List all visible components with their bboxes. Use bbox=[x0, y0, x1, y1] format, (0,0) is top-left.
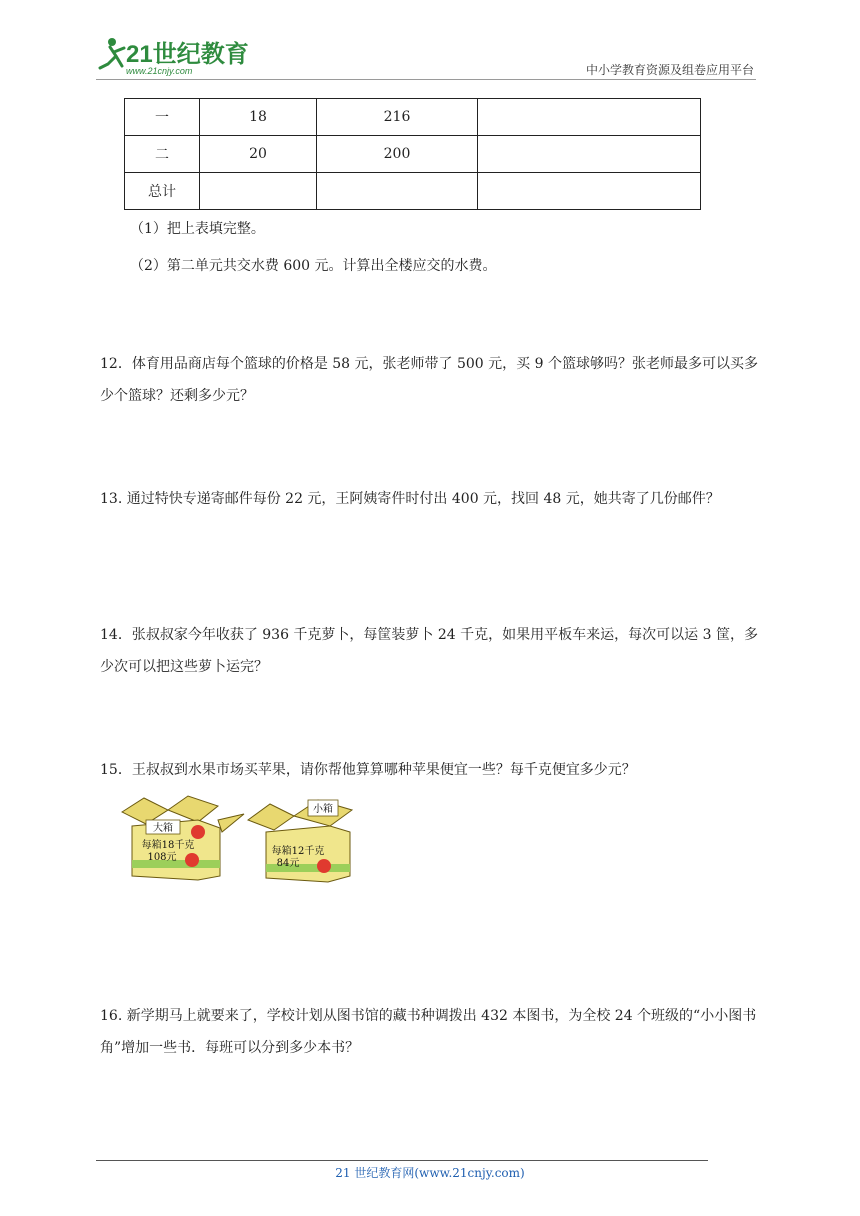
table-cell bbox=[478, 99, 701, 136]
big-box-label: 大箱 bbox=[153, 823, 173, 834]
big-apple-box bbox=[122, 796, 244, 880]
question-12: 12．体育用品商店每个篮球的价格是 58 元，张老师带了 500 元，买 9 个篮球够吗？张老师最多可以买多少个篮球？还剩多少元？ bbox=[100, 356, 758, 404]
logo-text: 21世纪教育 bbox=[126, 41, 249, 68]
apple-boxes-illustration bbox=[118, 790, 364, 890]
table-cell: 一 bbox=[125, 99, 200, 136]
small-apple-box bbox=[248, 800, 352, 882]
table-cell bbox=[317, 173, 478, 210]
table-cell: 总计 bbox=[125, 173, 200, 210]
question-14: 14．张叔叔家今年收获了 936 千克萝卜，每筐装萝卜 24 千克，如果用平板车来运，每次可以运 3 筐，多少次可以把这些萝卜运完？ bbox=[100, 627, 758, 675]
small-box-weight: 每箱12千克 bbox=[271, 846, 325, 857]
table-row bbox=[125, 173, 701, 210]
question-16: 16. 新学期马上就要来了，学校计划从图书馆的藏书种调拨出 432 本图书，为全校 24 个班级的“小小图书角”增加一些书．每班可以分到多少本书？ bbox=[100, 1008, 757, 1056]
footer-rule bbox=[96, 1160, 708, 1161]
site-label: 中小学教育资源及组卷应用平台 bbox=[585, 63, 754, 77]
small-box-label: 小箱 bbox=[313, 804, 333, 815]
small-box-price: 84元 bbox=[276, 858, 300, 869]
table-cell bbox=[478, 136, 701, 173]
site-logo bbox=[96, 34, 266, 78]
table-cell: 二 bbox=[125, 136, 200, 173]
table-cell: 20 bbox=[200, 136, 317, 173]
q11-subquestion-1: （1）把上表填完整。 bbox=[130, 221, 265, 237]
table-row bbox=[125, 99, 701, 136]
water-fee-table bbox=[124, 98, 701, 210]
table-cell: 216 bbox=[317, 99, 478, 136]
table-cell bbox=[478, 173, 701, 210]
table-row bbox=[125, 136, 701, 173]
big-box-price: 108元 bbox=[147, 852, 177, 863]
table-cell: 18 bbox=[200, 99, 317, 136]
big-box-weight: 每箱18千克 bbox=[141, 840, 195, 851]
header-rule bbox=[96, 79, 756, 80]
table-cell bbox=[200, 173, 317, 210]
table-cell: 200 bbox=[317, 136, 478, 173]
question-15: 15．王叔叔到水果市场买苹果，请你帮他算算哪种苹果便宜一些？每千克便宜多少元？ bbox=[100, 762, 636, 778]
q11-subquestion-2: （2）第二单元共交水费 600 元。计算出全楼应交的水费。 bbox=[130, 258, 497, 274]
question-13: 13. 通过特快专递寄邮件每份 22 元，王阿姨寄件时付出 400 元，找回 48 元，她共寄了几份邮件？ bbox=[100, 491, 720, 507]
footer-link[interactable]: 21 世纪教育网(www.21cnjy.com) bbox=[335, 1166, 525, 1180]
logo-url: www.21cnjy.com bbox=[126, 66, 193, 76]
runner-icon bbox=[100, 38, 124, 68]
